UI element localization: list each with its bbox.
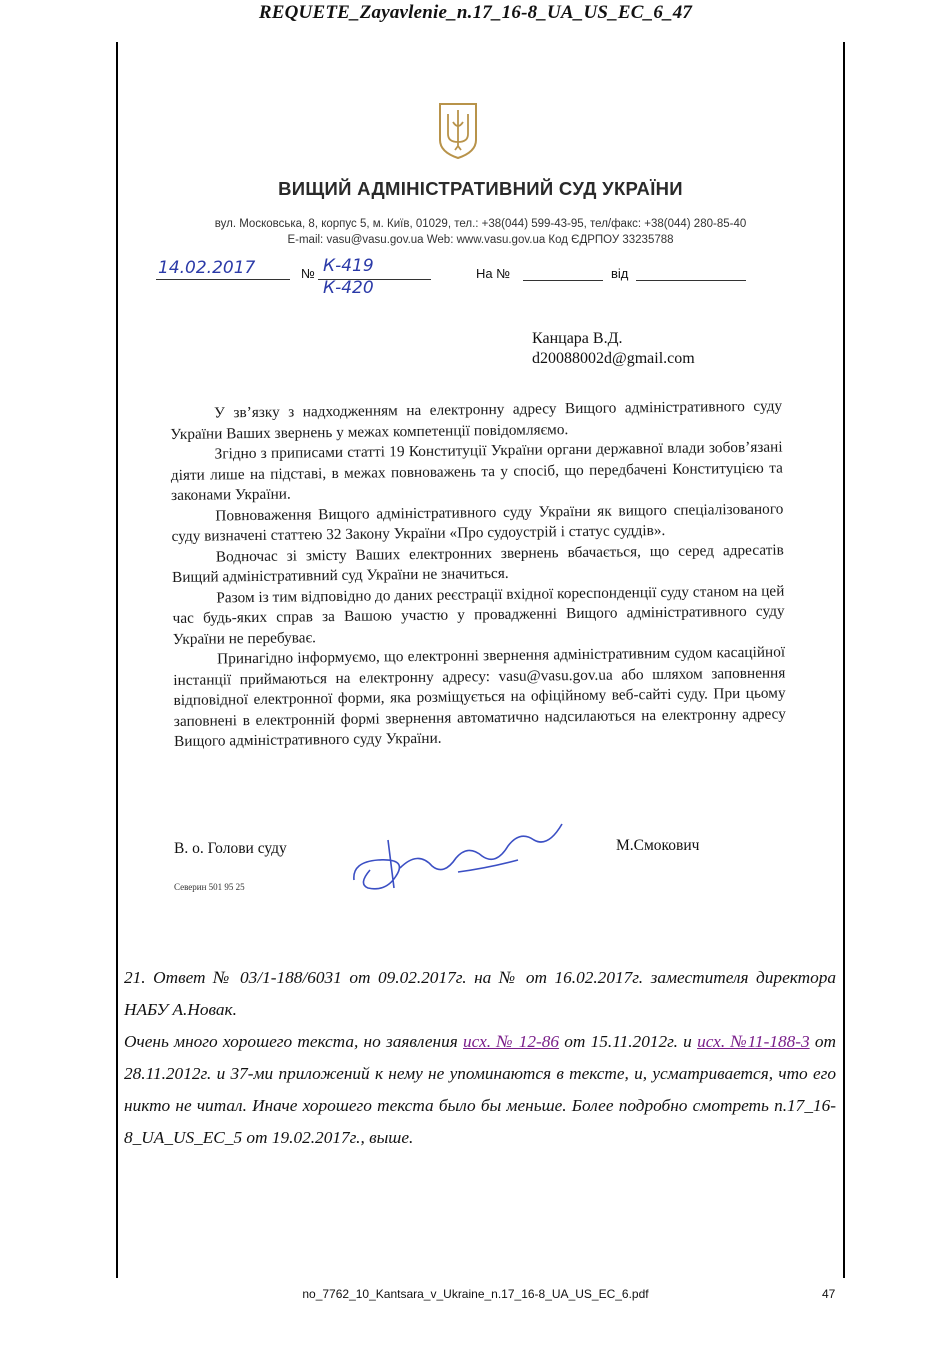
outgoing-number-1: К-419 <box>323 256 374 276</box>
letter-paragraph: Водночас зі змісту Ваших електронних звернень вбачається, що серед адресатів Вищий адміністративний суд України не значиться. <box>172 541 784 586</box>
incoming-no-line <box>523 280 603 281</box>
page-number: 47 <box>822 1287 836 1301</box>
outgoing-no-label: № <box>301 266 315 281</box>
comment-line: 21. Ответ № 03/1-188/6031 от 09.02.2017г. на № от 16.02.2017г. заместителя директора НАБУ А.Новак. <box>124 968 836 1019</box>
letter-paragraph: Повноваження Вищого адміністративного суду України як вищого спеціалізованого суду визначені статтею 32 Закону України «Про судоустрій і статус суддів». <box>171 500 784 545</box>
signer-title: В. о. Голови суду <box>174 840 287 857</box>
letter-body <box>170 397 786 753</box>
incoming-date-line <box>636 280 746 281</box>
link-ref-11-188-3[interactable]: исх. №11-188-3 <box>697 1032 810 1051</box>
court-contacts: E-mail: vasu@vasu.gov.ua Web: www.vasu.gov.ua Код ЄДРПОУ 33235788 <box>287 234 674 246</box>
recipient-email: d20088002d@gmail.com <box>532 350 695 367</box>
commentary <box>124 962 836 1154</box>
right-margin-line <box>843 42 845 1278</box>
scanned-letter <box>118 42 843 942</box>
executor-contact: Северин 501 95 25 <box>174 882 245 892</box>
comment-text: Очень много хорошего текста, но заявления <box>124 1032 463 1051</box>
trident-emblem-icon <box>436 100 480 160</box>
signer-name: М.Смокович <box>616 837 700 854</box>
court-address: вул. Московська, 8, корпус 5, м. Київ, 01029, тел.: +38(044) 599-43-95, тел/факс: +38(044) 280-85-40 <box>214 218 747 230</box>
outgoing-number-2: К-420 <box>323 278 374 298</box>
outgoing-date: 14.02.2017 <box>158 258 256 278</box>
date-underline <box>156 279 290 280</box>
comment-text: от 28.11.2012г. и 37-ми приложений к нему не упоминаются в тексте, и, усматривается, что его никто не читал. Иначе хорошего текста было бы меньше. Более подробно смотреть п.17_16-8_UA_US_EC_5 от 19.02.2017г., выше. <box>124 1032 836 1147</box>
comment-text: от 15.11.2012г. и <box>559 1032 698 1051</box>
comment-paragraph <box>124 1026 836 1154</box>
incoming-date-label: від <box>611 266 629 281</box>
footer-filename: no_7762_10_Kantsara_v_Ukraine_n.17_16-8_UA_US_EC_6.pdf <box>302 1287 649 1301</box>
letter-paragraph: Принагідно інформуємо, що електронні звернення адміністративним судом касаційної інстанції приймаються на електронну адресу: vasu@vasu.gov.ua або шляхом заповнення відповідної електронної форми, яка розміщується на офіційному веб-сайті суду. При цьому заповнені в електронній формі звернення автоматично надсилаються на електронну адресу Вищого адміністративного суду України. <box>173 643 786 750</box>
letter-paragraph: Згідно з приписами статті 19 Конституції України органи державної влади зобов’язані діяти лише на підставі, в межах повноважень та у спосіб, що передбачені Конституцією та законами України. <box>170 438 783 504</box>
incoming-no-label: На № <box>476 266 511 281</box>
letter-paragraph: У зв’язку з надходженням на електронну адресу Вищого адміністративного суду України Ваших звернень у межах компетенції повідомляємо. <box>170 397 783 443</box>
link-ref-12-86[interactable]: исх. № 12-86 <box>463 1032 560 1051</box>
court-name: ВИЩИЙ АДМІНІСТРАТИВНИЙ СУД УКРАЇНИ <box>278 178 683 199</box>
letter-paragraph: Разом із тим відповідно до даних реєстрації вхідної кореспонденції суду станом на цей час будь-яких справ за Вашою участю у провадженні Вищого адміністративного суду України не перебуває. <box>172 582 785 648</box>
recipient-name: Канцара В.Д. <box>532 330 623 347</box>
handwritten-signature <box>348 810 578 900</box>
page-header-title: REQUETE_Zayavlenie_n.17_16-8_UA_US_EC_6_47 <box>258 2 693 23</box>
